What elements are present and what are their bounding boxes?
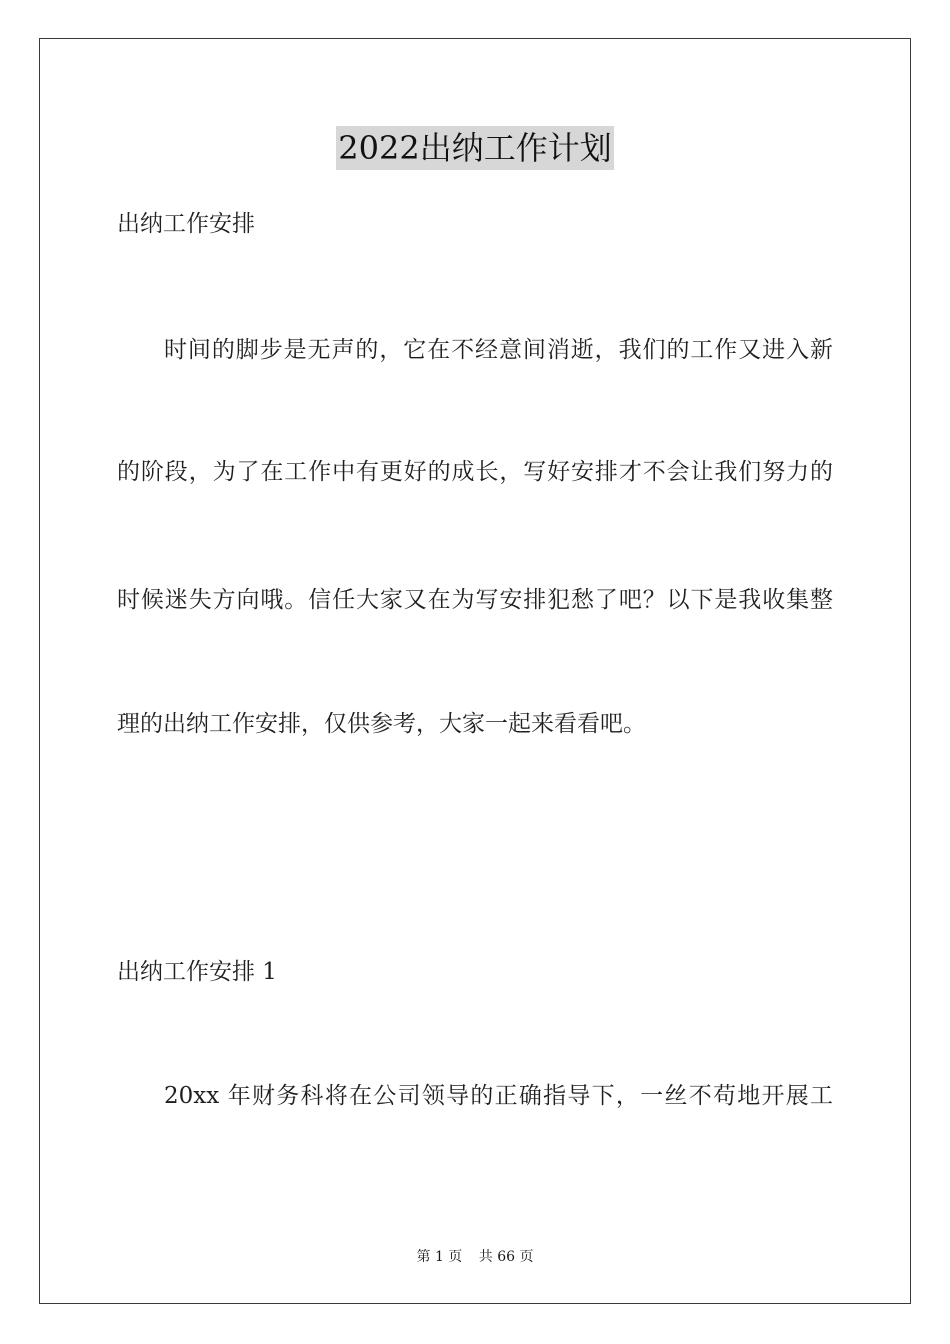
title-container: [0, 126, 950, 170]
page-footer: [0, 1248, 950, 1266]
intro-line-3: 时候迷失方向哦。信任大家又在为写安排犯愁了吧？以下是我收集整: [117, 587, 833, 613]
section-heading-arrangement-1: 出纳工作安排 1: [117, 959, 277, 985]
body-line-1: 20xx 年财务科将在公司领导的正确指导下，一丝不苟地开展工: [164, 1083, 833, 1109]
document-title: 2022出纳工作计划: [336, 126, 613, 170]
intro-line-2: 的阶段，为了在工作中有更好的成长，写好安排才不会让我们努力的: [117, 459, 833, 485]
page-number: 第 1 页: [416, 1249, 463, 1265]
section-heading-arrangement: 出纳工作安排: [117, 211, 255, 237]
intro-line-4: 理的出纳工作安排，仅供参考，大家一起来看看吧。: [117, 711, 646, 737]
page-total: 共 66 页: [478, 1249, 534, 1265]
intro-line-1: 时间的脚步是无声的，它在不经意间消逝，我们的工作又进入新: [164, 337, 833, 363]
